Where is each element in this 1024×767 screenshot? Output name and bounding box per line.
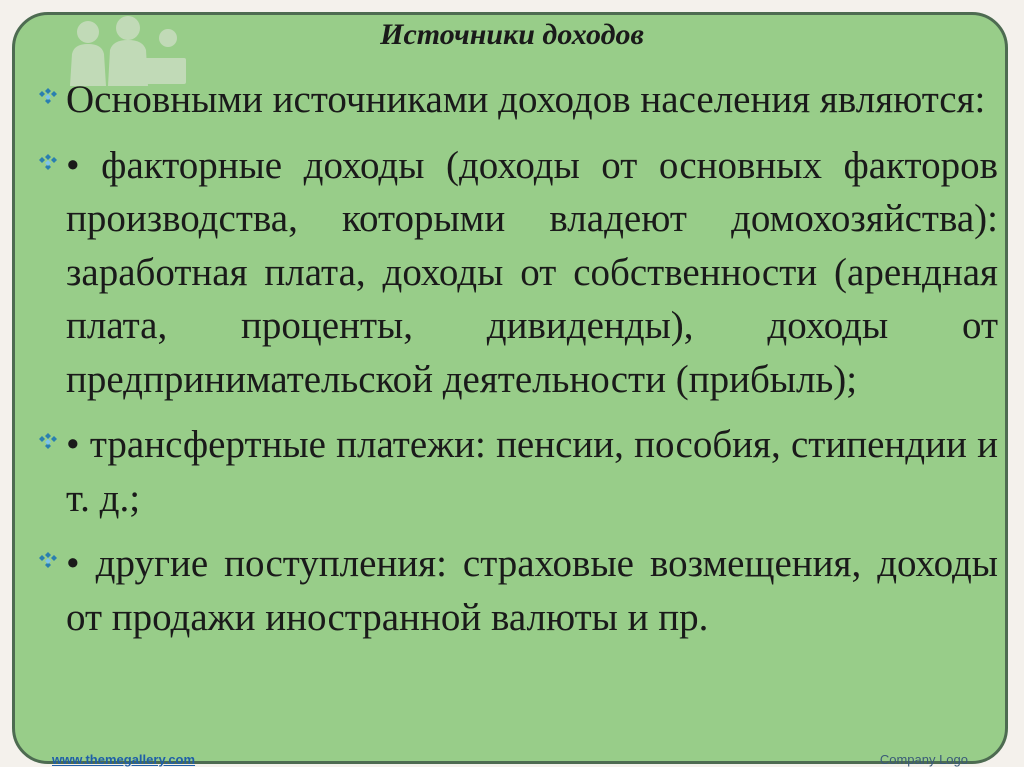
list-item [36, 139, 998, 407]
company-logo-text: Company Logo [879, 752, 968, 767]
diamond-cluster-icon [36, 433, 60, 451]
diamond-cluster-icon [36, 88, 60, 106]
list-item [36, 537, 998, 644]
diamond-cluster-icon [36, 552, 60, 570]
bullet-text: • трансфертные платежи: пенсии, пособия, стипендии и т. д.; [66, 423, 998, 520]
list-item [36, 73, 998, 127]
list-item [36, 418, 998, 525]
website-link[interactable]: www.themegallery.com [52, 752, 196, 767]
bullet-list [36, 73, 998, 656]
slide-title: Источники доходов [380, 18, 644, 51]
bullet-text: • факторные доходы (доходы от основных факторов производства, которыми владеют домохозяйства): заработная плата, доходы от собственности (арендная плата, проценты, дивиденды), доходы от предпринимательской деятельности (прибыль); [66, 143, 998, 401]
bullet-text: Основными источниками доходов населения являются: [66, 78, 986, 121]
bullet-text: • другие поступления: страховые возмещения, доходы от продажи иностранной валюты и пр. [66, 542, 998, 639]
diamond-cluster-icon [36, 154, 60, 172]
